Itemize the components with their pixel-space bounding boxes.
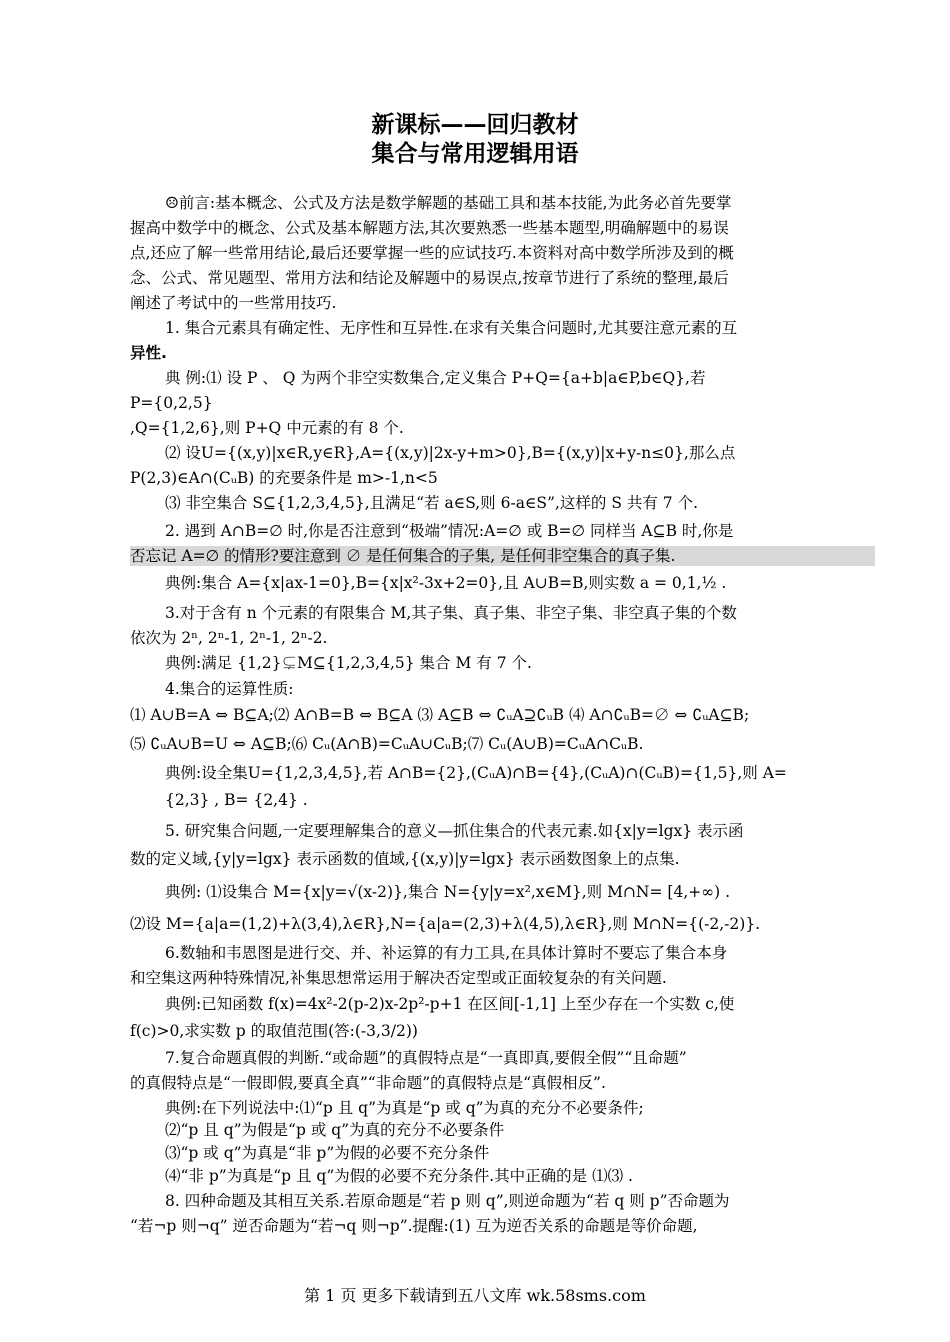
example-line: ⑷“非 p”为真是“p 且 q”为假的必要不充分条件.其中正确的是 ⑴⑶ . [165,1167,633,1185]
example-line: {2,3} , B= {2,4} . [165,791,308,809]
example-line: 典例:设全集U={1,2,3,4,5},若 A∩B={2},(CᵤA)∩B={4},(CᵤA)∩(CᵤB)={1,5},则 A= [165,764,787,782]
example-line: ,Q={1,2,6},则 P+Q 中元素的有 8 个. [130,419,404,437]
section-6-line: 和空集这两种特殊情况,补集思想常运用于解决否定型或正面较复杂的有关问题. [130,969,667,987]
example-line: 典 例:⑴ 设 P 、 Q 为两个非空实数集合,定义集合 P+Q={a+b|a∈P,b∈Q},若 [165,369,706,387]
example-line: 典例: ⑴设集合 M={x|y=√(x-2)},集合 N={y|y=x²,x∈M},则 M∩N= [4,+∞) . [165,883,731,901]
example-line: ⑵“p 且 q”为假是“p 或 q”为真的充分不必要条件 [165,1121,505,1139]
preface-line: 阐述了考试中的一些常用技巧. [130,294,337,312]
example-line: 典例:集合 A={x|ax-1=0},B={x|x²-3x+2=0},且 A∪B=B,则实数 a = 0,1,½ . [165,574,727,592]
section-2-line: 否忘记 A=∅ 的情形?要注意到 ∅ 是任何集合的子集, 是任何非空集合的真子集. [130,546,875,566]
example-line: ⑵设 M={a|a=(1,2)+λ(3,4),λ∈R},N={a|a=(2,3)+λ(4,5),λ∈R},则 M∩N={(-2,-2)}. [130,915,761,933]
example-line: 典例:在下列说法中:⑴“p 且 q”为真是“p 或 q”为真的充分不必要条件; [165,1099,644,1117]
section-6-line: 6.数轴和韦恩图是进行交、并、补运算的有力工具,在具体计算时不要忘了集合本身 [165,944,728,962]
example-line: 典例:满足 {1,2}⊊M⊆{1,2,3,4,5} 集合 M 有 7 个. [165,654,532,672]
page-footer: 第 1 页 更多下载请到五八文库 wk.58sms.com [304,1286,646,1305]
section-4-line: 4.集合的运算性质: [165,680,294,698]
section-3-line: 依次为 2ⁿ, 2ⁿ-1, 2ⁿ-1, 2ⁿ-2. [130,629,328,647]
section-4-line: ⑸ ∁ᵤA∪B=U ⇔ A⊆B;⑹ Cᵤ(A∩B)=CᵤA∪CᵤB;⑺ Cᵤ(A∪B)=CᵤA∩CᵤB. [130,735,644,753]
section-8-line: “若¬p 则¬q” 逆否命题为“若¬q 则¬p”.提醒:(1) 互为逆否关系的命题是等价命题, [130,1217,698,1235]
preface-line: 念、公式、常见题型、常用方法和结论及解题中的易误点,按章节进行了系统的整理,最后 [130,269,729,287]
title-line-1: 新课标——回归教材 [371,112,579,138]
title-line-2: 集合与常用逻辑用语 [371,141,579,167]
example-line: ⑶ 非空集合 S⊆{1,2,3,4,5},且满足“若 a∈S,则 6-a∈S”,这样的 S 共有 7 个. [165,494,699,512]
section-7-line: 7.复合命题真假的判断.“或命题”的真假特点是“一真即真,要假全假”“且命题” [165,1049,687,1067]
preface-line: ☹前言:基本概念、公式及方法是数学解题的基础工具和基本技能,为此务必首先要掌 [165,194,732,212]
example-line: ⑶“p 或 q”为真是“非 p”为假的必要不充分条件 [165,1144,490,1162]
example-line: f(c)>0,求实数 p 的取值范围(答:(-3,3/2)) [130,1022,418,1040]
section-8-line: 8. 四种命题及其相互关系.若原命题是“若 p 则 q”,则逆命题为“若 q 则 p”否命题为 [165,1192,730,1210]
section-5-line: 5. 研究集合问题,一定要理解集合的意义—抓住集合的代表元素.如{x|y=lgx} 表示函 [165,822,744,840]
section-3-line: 3.对于含有 n 个元素的有限集合 M,其子集、真子集、非空子集、非空真子集的个数 [165,604,737,622]
section-1-line: 异性. [130,344,167,362]
section-2-line: 2. 遇到 A∩B=∅ 时,你是否注意到“极端”情况:A=∅ 或 B=∅ 同样当 A⊆B 时,你是 [165,522,734,540]
section-5-line: 数的定义域,{y|y=lgx} 表示函数的值域,{(x,y)|y=lgx} 表示函数图象上的点集. [130,850,680,868]
example-line: P={0,2,5} [130,394,213,412]
section-1-line: 1. 集合元素具有确定性、无序性和互异性.在求有关集合问题时,尤其要注意元素的互 [165,319,738,337]
section-7-line: 的真假特点是“一假即假,要真全真”“非命题”的真假特点是“真假相反”. [130,1074,606,1092]
preface-line: 握高中数学中的概念、公式及基本解题方法,其次要熟悉一些基本题型,明确解题中的易误 [130,219,729,237]
section-4-line: ⑴ A∪B=A ⇔ B⊆A;⑵ A∩B=B ⇔ B⊆A ⑶ A⊆B ⇔ ∁ᵤA⊇∁ᵤB ⑷ A∩∁ᵤB=∅ ⇔ ∁ᵤA⊆B; [130,706,750,724]
example-line: P(2,3)∈A∩(CᵤB) 的充要条件是 m>-1,n<5 [130,469,438,487]
example-line: ⑵ 设U={(x,y)|x∈R,y∈R},A={(x,y)|2x-y+m>0},B={(x,y)|x+y-n≤0},那么点 [165,444,736,462]
example-line: 典例:已知函数 f(x)=4x²-2(p-2)x-2p²-p+1 在区间[-1,1] 上至少存在一个实数 c,使 [165,995,735,1013]
preface-line: 点,还应了解一些常用结论,最后还要掌握一些的应试技巧.本资料对高中数学所涉及到的概 [130,244,734,262]
